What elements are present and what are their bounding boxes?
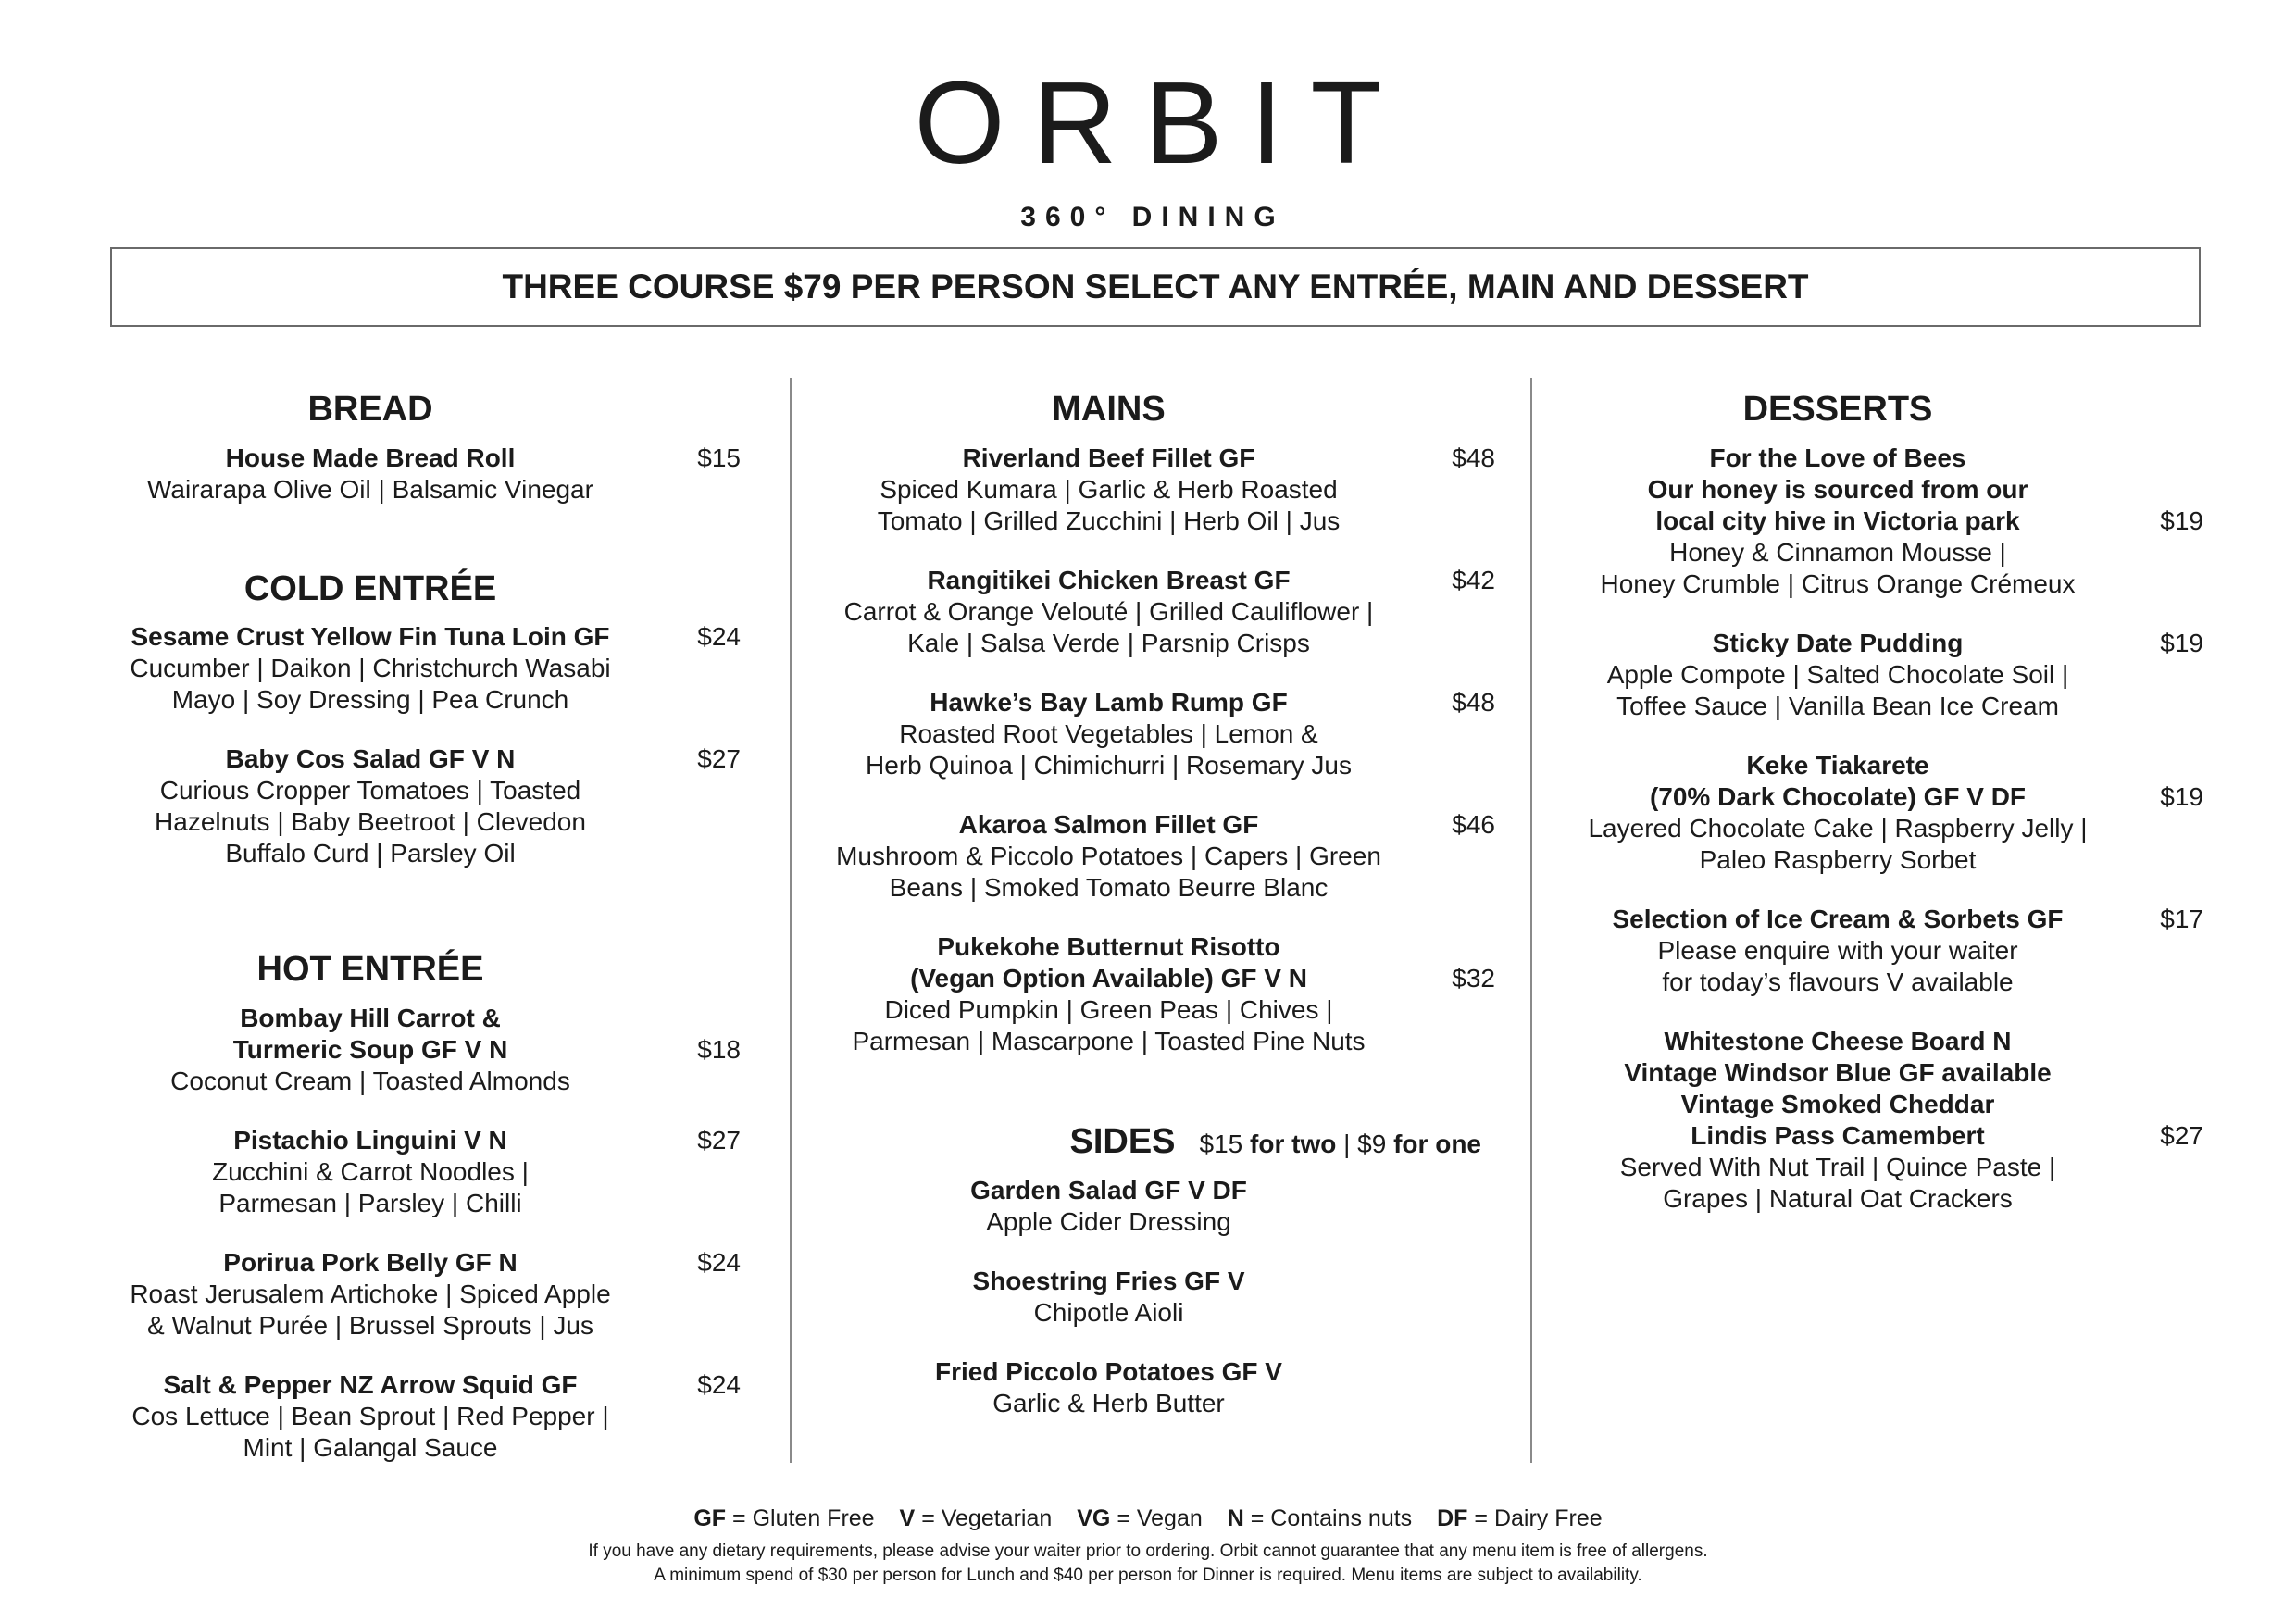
menu-item [93, 1003, 741, 1097]
menu-item-desc: Tomato | Grilled Zucchini | Herb Oil | Jus [877, 506, 1341, 535]
section-title-mains: MAINS [1052, 390, 1166, 429]
menu-item-price: $17 [2160, 904, 2203, 933]
menu-item-desc: Please enquire with your waiter [1657, 935, 2018, 965]
menu-item-name: Vintage Windsor Blue GF available [1624, 1057, 2052, 1087]
menu-item-body [93, 443, 648, 506]
menu-item-desc: Cucumber | Daikon | Christchurch Wasabi [130, 654, 611, 683]
hot-entree-items [93, 1003, 741, 1464]
sides-price-two: $15 [1199, 1129, 1243, 1158]
menu-item-name: Riverland Beef Fillet GF [962, 443, 1255, 472]
menu-item-desc: Served With Nut Trail | Quince Paste | [1619, 1152, 2056, 1181]
menu-item [805, 931, 1495, 1057]
legend-entry: GF = Gluten Free [693, 1505, 875, 1531]
menu-item-name: Keke Tiakarete [1746, 750, 1929, 780]
menu-item-body [93, 621, 648, 716]
menu-item [1555, 904, 2203, 998]
column-middle [805, 389, 1495, 1447]
menu-item-desc: Diced Pumpkin | Green Peas | Chives | [884, 994, 1333, 1024]
legend-entry: V = Vegetarian [899, 1505, 1053, 1531]
column-divider-2 [1530, 378, 1532, 1463]
menu-item-desc: Curious Cropper Tomatoes | Toasted [159, 776, 581, 805]
menu-item-desc: Mushroom & Piccolo Potatoes | Capers | Green [836, 841, 1381, 870]
menu-item [805, 809, 1495, 904]
menu-item-body [1555, 750, 2120, 876]
menu-item-desc: Carrot & Orange Velouté | Grilled Cauliflower | [843, 596, 1374, 626]
menu-item-name: Pistachio Linguini V N [233, 1125, 507, 1155]
allergen-note: If you have any dietary requirements, please advise your waiter prior to ordering. Orbit cannot guarantee that any menu item is free of allergens. [588, 1542, 1708, 1561]
menu-item-desc: Cos Lettuce | Bean Sprout | Red Pepper | [131, 1401, 609, 1430]
menu-item [93, 1247, 741, 1342]
menu-item-name: Pukekohe Butternut Risotto [937, 931, 1280, 961]
menu-item-body [93, 1125, 648, 1219]
sides-price-one: $9 [1357, 1129, 1387, 1158]
menu-item-desc: Mint | Galangal Sauce [243, 1432, 498, 1462]
section-title-sides: SIDES [1069, 1121, 1176, 1161]
cold-entree-items [93, 621, 741, 869]
menu-item-desc: Wairarapa Olive Oil | Balsamic Vinegar [147, 474, 593, 504]
menu-item-body [805, 687, 1412, 781]
menu-item-body [805, 443, 1412, 537]
side-item-desc: Garlic & Herb Butter [992, 1388, 1225, 1417]
menu-item-body [1555, 1026, 2120, 1215]
menu-item [1555, 1026, 2203, 1215]
menu-item-price: $19 [2160, 506, 2203, 535]
menu-item-desc: Spiced Kumara | Garlic & Herb Roasted [880, 474, 1338, 504]
menu-item-name: Sticky Date Pudding [1712, 628, 1964, 657]
sides-section [805, 1122, 1495, 1419]
menu-item-body [1555, 628, 2120, 722]
menu-item-desc: Parmesan | Mascarpone | Toasted Pine Nuts [852, 1026, 1366, 1055]
menu-item-price: $32 [1452, 963, 1495, 993]
side-item-name: Fried Piccolo Potatoes GF V [935, 1356, 1282, 1386]
sides-header [805, 1122, 1481, 1162]
menu-item-body [805, 565, 1412, 659]
menu-item-name: Selection of Ice Cream & Sorbets GF [1612, 904, 2064, 933]
menu-item-price: $27 [697, 744, 741, 774]
menu-item-price: $24 [697, 1247, 741, 1277]
menu-item-body [1555, 443, 2120, 600]
menu-item-name: Turmeric Soup GF V N [232, 1034, 508, 1064]
menu-item [1555, 443, 2203, 600]
menu-item-body [805, 809, 1412, 904]
menu-item [93, 1369, 741, 1464]
mains-items [805, 443, 1495, 1057]
menu-item-name: For the Love of Bees [1709, 443, 1966, 472]
menu-item-price: $18 [697, 1034, 741, 1064]
side-item-name: Garden Salad GF V DF [970, 1175, 1247, 1205]
desserts-section [1555, 389, 2203, 1215]
menu-item-name: Sesame Crust Yellow Fin Tuna Loin GF [131, 622, 610, 652]
side-item [805, 1266, 1412, 1329]
menu-item [1555, 750, 2203, 876]
menu-item [93, 621, 741, 716]
menu-item-desc: Kale | Salsa Verde | Parsnip Crisps [907, 628, 1310, 657]
minimum-spend-note: A minimum spend of $30 per person for Lunch and $40 per person for Dinner is required. Menu items are subject to availability. [654, 1566, 1642, 1585]
dietary-legend [0, 1505, 2296, 1532]
side-item-desc: Chipotle Aioli [1033, 1297, 1184, 1327]
menu-item-desc: Hazelnuts | Baby Beetroot | Clevedon [155, 807, 586, 837]
section-title-bread: BREAD [307, 390, 433, 429]
offer-banner: THREE COURSE $79 PER PERSON SELECT ANY ENTRÉE, MAIN AND DESSERT [110, 247, 2201, 327]
menu-item-desc: Honey Crumble | Citrus Orange Crémeux [1600, 568, 2076, 598]
menu-item-desc: Buffalo Curd | Parsley Oil [225, 839, 516, 868]
menu-item [805, 565, 1495, 659]
menu-item-price: $24 [697, 1369, 741, 1399]
cold-entree-section [93, 568, 741, 870]
menu-item-desc: Coconut Cream | Toasted Almonds [170, 1066, 570, 1095]
side-item-desc: Apple Cider Dressing [986, 1206, 1231, 1236]
logo-subtitle: 360° DINING [1020, 202, 1285, 232]
menu-item-desc: Zucchini & Carrot Noodles | [212, 1156, 529, 1186]
side-item [805, 1175, 1412, 1238]
menu-item [1555, 628, 2203, 722]
menu-item-name: (70% Dark Chocolate) GF V DF [1649, 781, 2027, 811]
section-title-hot-entree: HOT ENTRÉE [256, 950, 484, 990]
menu-item-name: (Vegan Option Available) GF V N [910, 963, 1307, 993]
menu-item-name: Vintage Smoked Cheddar [1680, 1089, 1995, 1118]
menu-item-price: $24 [697, 622, 741, 652]
section-title-desserts: DESSERTS [1742, 390, 1933, 429]
menu-item-desc: Honey & Cinnamon Mousse | [1669, 537, 2006, 567]
menu-item-desc: Paleo Raspberry Sorbet [1699, 844, 1977, 874]
mains-section [805, 389, 1495, 1057]
menu-item-desc: & Walnut Purée | Brussel Sprouts | Jus [147, 1310, 593, 1340]
menu-item-desc: Toffee Sauce | Vanilla Bean Ice Cream [1616, 691, 2059, 720]
menu-item-price: $19 [2160, 628, 2203, 657]
logo [0, 57, 2296, 233]
menu-item-name: local city hive in Victoria park [1655, 506, 2020, 535]
section-title-cold-entree: COLD ENTRÉE [243, 568, 497, 608]
menu-item-desc: Herb Quinoa | Chimichurri | Rosemary Jus [866, 750, 1352, 780]
menu-item [805, 687, 1495, 781]
column-right [1555, 389, 2203, 1242]
menu-item-name: Bombay Hill Carrot & [240, 1003, 501, 1032]
desserts-items [1555, 443, 2203, 1215]
bread-section [93, 389, 741, 506]
menu-item-name: House Made Bread Roll [225, 443, 516, 472]
menu-item-body [1555, 904, 2120, 998]
column-divider-1 [790, 378, 792, 1463]
menu-item-desc: Layered Chocolate Cake | Raspberry Jelly | [1588, 813, 2088, 843]
menu-item-price: $42 [1452, 565, 1495, 594]
menu-item-body [93, 1369, 648, 1464]
legend-entry: N = Contains nuts [1227, 1505, 1413, 1531]
menu-item-desc: for today’s flavours V available [1662, 967, 2014, 996]
bread-items [93, 443, 741, 506]
menu-item-price: $46 [1452, 809, 1495, 839]
menu-item-price: $19 [2160, 781, 2203, 811]
menu-item-price: $27 [697, 1125, 741, 1155]
menu-item-body [93, 1247, 648, 1342]
footer [0, 1505, 2296, 1588]
menu-item-name: Porirua Pork Belly GF N [223, 1247, 518, 1277]
menu-item-name: Rangitikei Chicken Breast GF [927, 565, 1291, 594]
menu-item-name: Our honey is sourced from our [1647, 474, 2028, 504]
menu-item-body [805, 931, 1412, 1057]
sides-label-one: for one [1393, 1129, 1481, 1158]
menu-item-desc: Grapes | Natural Oat Crackers [1663, 1183, 2013, 1213]
menu-item-name: Akaroa Salmon Fillet GF [958, 809, 1259, 839]
logo-o-letter: O [914, 57, 1033, 188]
menu-item-price: $48 [1452, 687, 1495, 717]
menu-item [93, 443, 741, 506]
menu-item-name: Salt & Pepper NZ Arrow Squid GF [163, 1369, 578, 1399]
menu-item-desc: Apple Compote | Salted Chocolate Soil | [1606, 659, 2069, 689]
side-item [805, 1356, 1412, 1419]
menu-item-name: Whitestone Cheese Board N [1664, 1026, 2012, 1055]
hot-entree-section [93, 949, 741, 1464]
menu-item-desc: Roasted Root Vegetables | Lemon & [899, 718, 1318, 748]
menu-item-body [93, 1003, 648, 1097]
menu-item-price: $15 [697, 443, 741, 472]
menu-item-desc: Roast Jerusalem Artichoke | Spiced Apple [130, 1279, 611, 1308]
menu-item [93, 743, 741, 869]
menu-item-desc: Parmesan | Parsley | Chilli [218, 1188, 522, 1217]
menu-item [805, 443, 1495, 537]
menu-item-name: Baby Cos Salad GF V N [225, 744, 516, 774]
sides-separator: | [1343, 1129, 1351, 1158]
menu-item-name: Hawke’s Bay Lamb Rump GF [930, 687, 1288, 717]
column-left [93, 389, 741, 1492]
legend-entry: DF = Dairy Free [1437, 1505, 1603, 1531]
legend-entry: VG = Vegan [1077, 1505, 1203, 1531]
menu-item-desc: Beans | Smoked Tomato Beurre Blanc [889, 872, 1329, 902]
menu-item [93, 1125, 741, 1219]
logo-wordmark [0, 57, 2296, 188]
side-item-name: Shoestring Fries GF V [972, 1266, 1245, 1295]
menu-item-name: Lindis Pass Camembert [1691, 1120, 1985, 1150]
menu-item-body [93, 743, 648, 869]
menu-item-price: $48 [1452, 443, 1495, 472]
menu-item-desc: Mayo | Soy Dressing | Pea Crunch [171, 685, 569, 715]
sides-prices [1200, 1130, 1481, 1159]
sides-label-two: for two [1250, 1129, 1337, 1158]
logo-wordmark-rest: RBIT [1032, 57, 1410, 188]
menu-item-price: $27 [2160, 1120, 2203, 1150]
